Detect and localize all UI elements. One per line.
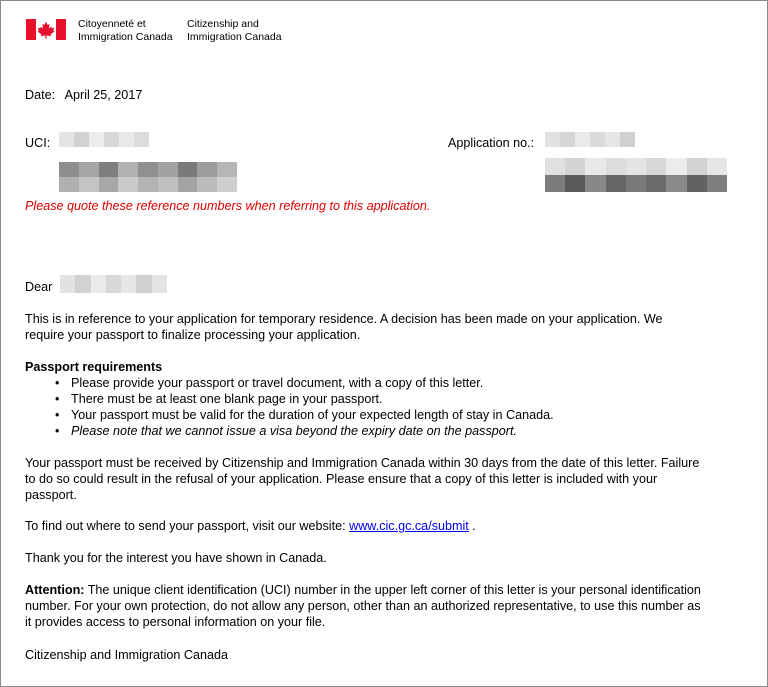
attention-line-3: it provides access to personal information on your file. (25, 615, 326, 629)
header-fr-line1: Citoyenneté et (78, 18, 146, 30)
bullet-icon: • (55, 376, 60, 390)
uci-redacted (59, 132, 149, 147)
header-fr-line2: Immigration Canada (78, 30, 173, 43)
attention-label: Attention: (25, 583, 85, 597)
passport-requirements-list (25, 375, 554, 439)
quote-reference-notice: Please quote these reference numbers when referring to this application. (25, 199, 431, 213)
uci-label: UCI: (25, 136, 51, 150)
passport-requirements-heading: Passport requirements (25, 360, 163, 374)
website-line (25, 518, 476, 534)
application-ref-redacted (545, 158, 727, 192)
deadline-line-3: passport. (25, 488, 77, 502)
website-after: . (468, 519, 476, 533)
website-link[interactable]: www.cic.gc.ca/submit (349, 519, 469, 533)
signature: Citizenship and Immigration Canada (25, 648, 229, 662)
date-value: April 25, 2017 (64, 88, 143, 102)
list-item: • Your passport must be valid for the duration of your expected length of stay in Canada. (55, 408, 554, 422)
header-en-line2: Immigration Canada (187, 30, 282, 43)
website-text: To find out where to send your passport, visit our website: (25, 519, 350, 533)
header-english (187, 18, 282, 43)
name-redacted (59, 162, 237, 192)
header-french (78, 18, 173, 43)
header-en-line1: Citizenship and (187, 18, 259, 30)
list-item: • There must be at least one blank page in your passport. (55, 392, 383, 406)
application-no-redacted (545, 132, 635, 147)
thanks-line: Thank you for the interest you have shown in Canada. (25, 551, 327, 565)
deadline-line-1: Your passport must be received by Citizenship and Immigration Canada within 30 days from the date of this letter. Failure (25, 456, 700, 470)
intro-paragraph (25, 311, 663, 343)
list-item: • Please note that we cannot issue a visa beyond the expiry date on the passport. (55, 424, 517, 438)
intro-line-1: This is in reference to your application for temporary residence. A decision has been made on your application. We (25, 312, 663, 326)
intro-line-2: require your passport to finalize processing your application. (25, 328, 361, 342)
recipient-name-redacted (60, 275, 167, 293)
canada-flag-icon (26, 19, 66, 40)
deadline-paragraph (25, 455, 699, 503)
bullet-icon: • (55, 392, 60, 406)
date-label: Date: (25, 88, 56, 102)
salutation: Dear (25, 280, 53, 294)
attention-paragraph (25, 582, 701, 630)
bullet-icon: • (55, 424, 60, 438)
attention-line-1: Attention: The unique client identification (UCI) number in the upper left corner of this letter is your personal identification (25, 583, 701, 597)
list-item: • Please provide your passport or travel document, with a copy of this letter. (55, 376, 484, 390)
deadline-line-2: to do so could result in the refusal of your application. Please ensure that a copy of this letter is included with your (25, 472, 658, 486)
date-line (25, 87, 142, 103)
attention-line-2: number. For your own protection, do not allow any person, other than an authorized representative, to use this number as (25, 599, 701, 613)
bullet-icon: • (55, 408, 60, 422)
application-no-label: Application no.: (448, 136, 535, 150)
